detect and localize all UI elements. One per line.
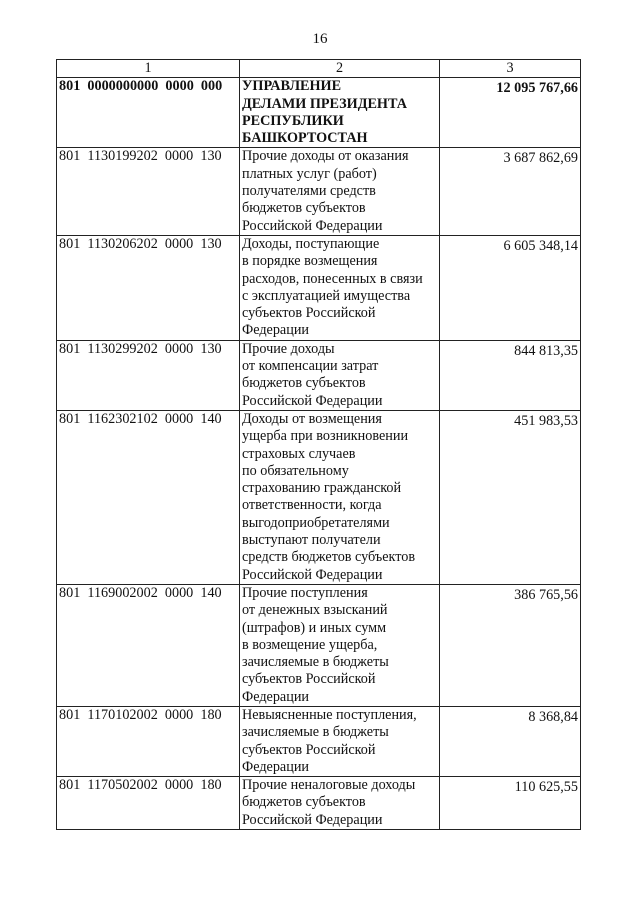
revenue-name-line: от компенсации затрат <box>242 358 379 375</box>
revenue-name-line: (штрафов) и иных сумм <box>242 619 387 636</box>
table-row <box>57 584 581 706</box>
revenue-name-line: зачисляемые в бюджеты <box>242 724 389 741</box>
revenue-name-line: страхованию гражданской <box>242 480 402 497</box>
amount-value: 8 368,84 <box>528 708 578 725</box>
table-row <box>57 78 581 148</box>
amount-cell <box>440 777 581 830</box>
budget-classification-code: 801 1130199202 0000 130 <box>57 148 240 235</box>
column-header-name: 2 <box>240 60 440 78</box>
revenue-name <box>240 777 440 830</box>
table-row <box>57 706 581 776</box>
revenue-name-line: в порядке возмещения <box>242 253 378 270</box>
revenue-name <box>240 410 440 584</box>
column-header-amount: 3 <box>440 60 581 78</box>
revenue-name-line: Прочие поступления <box>242 584 368 601</box>
amount-value: 451 983,53 <box>514 412 578 429</box>
revenue-name-line: по обязательному <box>242 462 349 479</box>
revenue-name-line: субъектов Российской <box>242 741 376 758</box>
revenue-name-line: Прочие доходы <box>242 340 335 357</box>
revenue-name-line: Федерации <box>242 322 310 339</box>
revenue-name <box>240 340 440 410</box>
amount-value: 844 813,35 <box>514 342 578 359</box>
revenue-name-line: получателями средств <box>242 183 376 200</box>
budget-classification-code: 801 1130206202 0000 130 <box>57 235 240 340</box>
revenue-name-line: Доходы, поступающие <box>242 235 380 252</box>
revenue-name-line: УПРАВЛЕНИЕ <box>242 78 342 95</box>
revenue-name-line: Прочие неналоговые доходы <box>242 777 416 794</box>
revenue-name-line: страховых случаев <box>242 445 356 462</box>
revenue-name-line: субъектов Российской <box>242 671 376 688</box>
table-row <box>57 340 581 410</box>
revenue-name-line: Доходы от возмещения <box>242 410 382 427</box>
amount-value: 6 605 348,14 <box>503 237 578 254</box>
revenue-name-line: платных услуг (работ) <box>242 165 377 182</box>
column-header-code: 1 <box>57 60 240 78</box>
revenue-name-line: Прочие доходы от оказания <box>242 148 409 165</box>
revenue-name-line: с эксплуатацией имущества <box>242 287 411 304</box>
revenue-name-line: бюджетов субъектов <box>242 375 366 392</box>
revenue-name-line: Федерации <box>242 688 310 705</box>
revenue-name-line: Российской Федерации <box>242 566 383 583</box>
revenue-name-line: ДЕЛАМИ ПРЕЗИДЕНТА <box>242 95 407 112</box>
revenue-name <box>240 148 440 235</box>
amount-cell <box>440 148 581 235</box>
table-header-row <box>57 60 581 78</box>
revenue-name <box>240 78 440 148</box>
revenue-name-line: зачисляемые в бюджеты <box>242 654 389 671</box>
revenue-name-line: Невыясненные поступления, <box>242 706 417 723</box>
table-body <box>57 78 581 830</box>
revenue-name-line: в возмещение ущерба, <box>242 636 378 653</box>
revenue-name-line: РЕСПУБЛИКИ <box>242 112 344 129</box>
revenue-name <box>240 706 440 776</box>
revenue-name-line: выступают получатели <box>242 532 381 549</box>
revenue-name-line: Российской Федерации <box>242 811 383 828</box>
budget-classification-code: 801 1170502002 0000 180 <box>57 777 240 830</box>
amount-cell <box>440 410 581 584</box>
table-row <box>57 777 581 830</box>
budget-classification-code: 801 1130299202 0000 130 <box>57 340 240 410</box>
budget-classification-code: 801 1169002002 0000 140 <box>57 584 240 706</box>
revenue-name-line: ответственности, когда <box>242 497 382 514</box>
revenue-name-line: расходов, понесенных в связи <box>242 270 423 287</box>
revenue-name-line: субъектов Российской <box>242 305 376 322</box>
table-row <box>57 235 581 340</box>
revenue-name <box>240 584 440 706</box>
revenue-name-line: ущерба при возникновении <box>242 428 409 445</box>
revenue-name <box>240 235 440 340</box>
amount-value: 3 687 862,69 <box>503 150 578 167</box>
amount-cell <box>440 584 581 706</box>
budget-classification-code: 801 1170102002 0000 180 <box>57 706 240 776</box>
amount-value: 12 095 767,66 <box>496 80 578 97</box>
amount-value: 386 765,56 <box>514 586 578 603</box>
amount-cell <box>440 706 581 776</box>
budget-revenue-table <box>56 59 581 830</box>
revenue-name-line: от денежных взысканий <box>242 602 388 619</box>
budget-classification-code: 801 0000000000 0000 000 <box>57 78 240 148</box>
page-number: 16 <box>312 31 328 47</box>
revenue-name-line: Федерации <box>242 758 310 775</box>
revenue-name-line: бюджетов субъектов <box>242 200 366 217</box>
revenue-name-line: бюджетов субъектов <box>242 794 366 811</box>
revenue-name-line: средств бюджетов субъектов <box>242 549 416 566</box>
revenue-name-line: Российской Федерации <box>242 217 383 234</box>
revenue-name-line: БАШКОРТОСТАН <box>242 130 368 147</box>
amount-value: 110 625,55 <box>514 779 578 796</box>
revenue-name-line: Российской Федерации <box>242 392 383 409</box>
amount-cell <box>440 78 581 148</box>
table-row <box>57 148 581 235</box>
table-row <box>57 410 581 584</box>
amount-cell <box>440 340 581 410</box>
revenue-name-line: выгодоприобретателями <box>242 514 390 531</box>
amount-cell <box>440 235 581 340</box>
budget-classification-code: 801 1162302102 0000 140 <box>57 410 240 584</box>
